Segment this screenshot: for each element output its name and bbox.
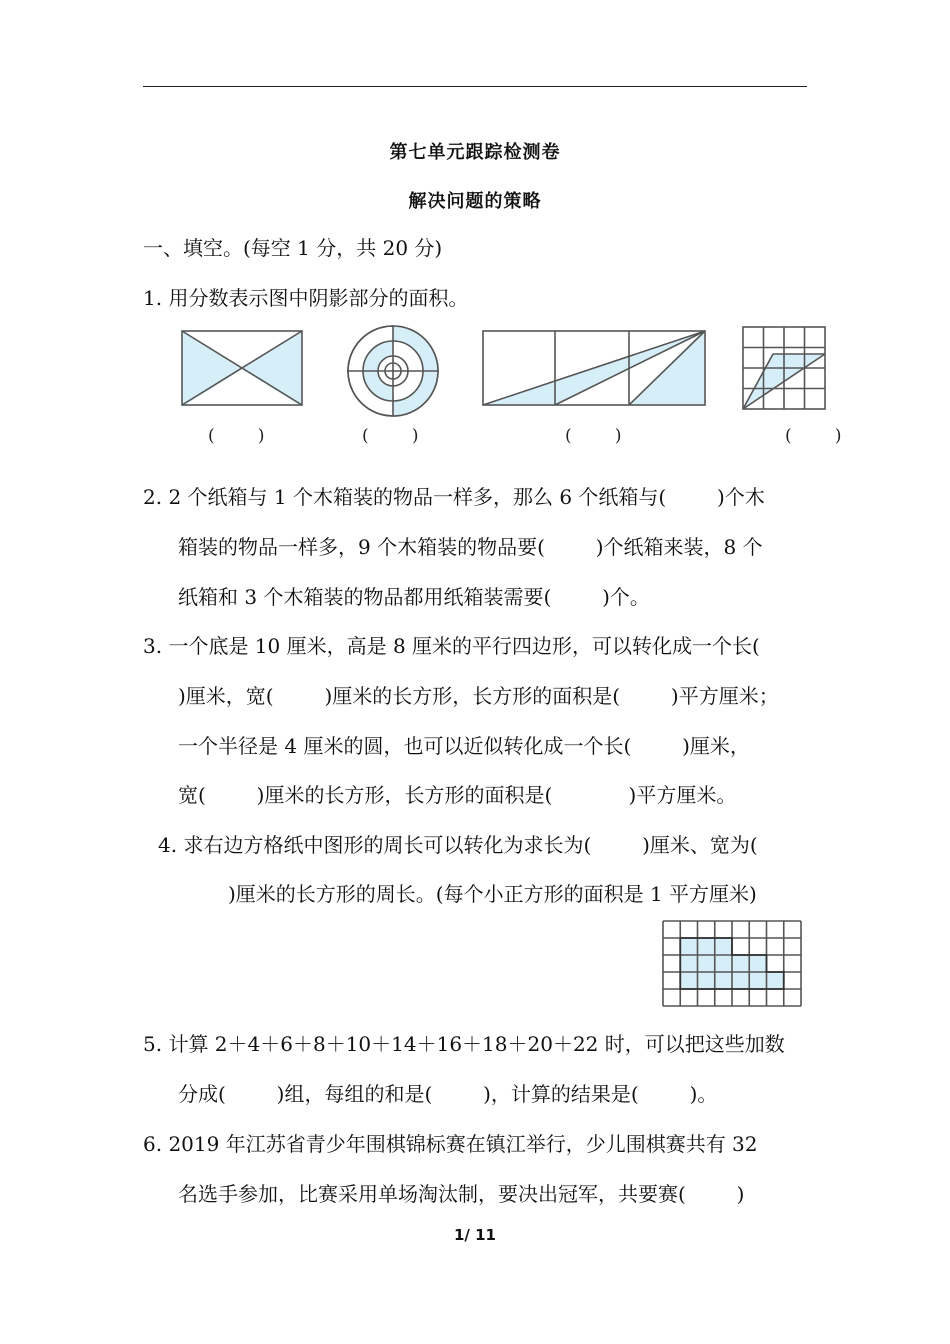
answer-blank-1[interactable]: ( ) (208, 426, 265, 446)
figure-concentric-circles (346, 324, 440, 418)
q6-line-2: 名选手参加，比赛采用单场淘汰制，要决出冠军，共要赛( ) (178, 1182, 745, 1206)
q3-line-1: 3. 一个底是 10 厘米，高是 8 厘米的平行四边形，可以转化成一个长( (143, 634, 760, 658)
answer-blank-4[interactable]: ( ) (785, 426, 842, 446)
figure-perimeter-grid (663, 921, 803, 1007)
figure-grid-triangle (743, 327, 827, 411)
answer-blank-3[interactable]: ( ) (565, 426, 622, 446)
q2-line-2: 箱装的物品一样多，9 个木箱装的物品要( )个纸箱来装，8 个 (178, 535, 763, 559)
answer-blank-2[interactable]: ( ) (362, 426, 419, 446)
q5-line-2: 分成( )组，每组的和是( )，计算的结果是( )。 (178, 1082, 718, 1106)
page-subtitle: 解决问题的策略 (408, 191, 542, 212)
q2-line-3: 纸箱和 3 个木箱装的物品都用纸箱装需要( )个。 (178, 585, 650, 609)
q5-line-1: 5. 计算 2＋4＋6＋8＋10＋14＋16＋18＋20＋22 时，可以把这些加数 (143, 1032, 785, 1056)
page-title: 第七单元跟踪检测卷 (389, 142, 561, 163)
q4-line-1: 4. 求右边方格纸中图形的周长可以转化为求长为( )厘米、宽为( (158, 833, 758, 857)
section-heading: 一、填空。(每空 1 分，共 20 分) (143, 236, 443, 260)
figure-rect-diagonals (182, 331, 302, 407)
figure-long-rectangle (483, 331, 705, 407)
page-number: 1/ 11 (453, 1226, 496, 1244)
q3-line-4: 宽( )厘米的长方形，长方形的面积是( )平方厘米。 (178, 783, 737, 807)
q4-line-2: )厘米的长方形的周长。(每个小正方形的面积是 1 平方厘米) (228, 882, 757, 906)
q1-text: 1. 用分数表示图中阴影部分的面积。 (143, 286, 469, 310)
q3-line-2: )厘米，宽( )厘米的长方形，长方形的面积是( )平方厘米； (178, 684, 779, 708)
q3-line-3: 一个半径是 4 厘米的圆，也可以近似转化成一个长( )厘米， (178, 734, 750, 758)
header-rule (143, 86, 807, 87)
q6-line-1: 6. 2019 年江苏省青少年围棋锦标赛在镇江举行，少儿围棋赛共有 32 (143, 1132, 758, 1156)
q2-line-1: 2. 2 个纸箱与 1 个木箱装的物品一样多，那么 6 个纸箱与( )个木 (143, 485, 765, 509)
